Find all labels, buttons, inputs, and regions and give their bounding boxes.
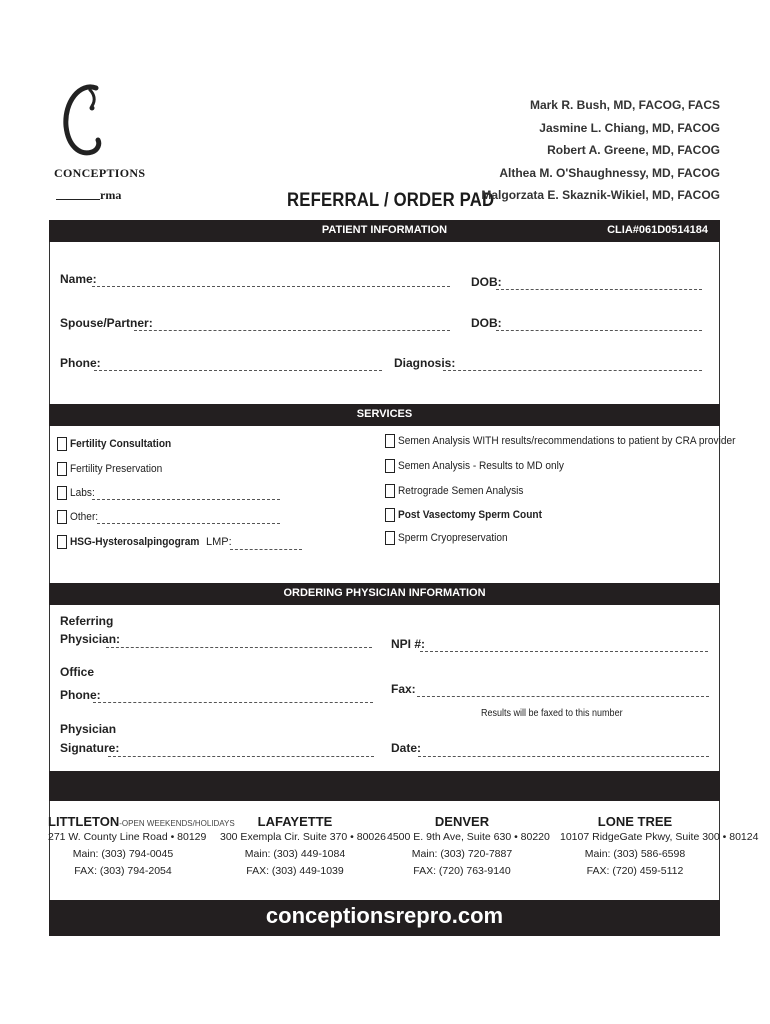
services-heading: SERVICES <box>356 408 413 420</box>
ordering-physician-heading: ORDERING PHYSICIAN INFORMATION <box>283 587 486 599</box>
date-label: Date: <box>391 741 422 755</box>
dob2-label: DOB: <box>471 316 502 330</box>
checkbox[interactable] <box>57 510 67 524</box>
service-labs[interactable]: Labs: <box>57 486 97 500</box>
other-field[interactable] <box>97 523 280 524</box>
physician-name: Malgorzata E. Skaznik-Wikiel, MD, FACOG <box>481 188 720 202</box>
logo-name: CONCEPTIONS <box>54 166 146 180</box>
dob-field[interactable] <box>496 289 702 290</box>
lmp-field[interactable] <box>230 549 302 550</box>
service-semen-analysis-with-results[interactable]: Semen Analysis WITH results/recommendations to patient by CRA provider <box>385 434 765 448</box>
form-title: REFERRAL / ORDER PAD <box>287 190 495 211</box>
referring-label-line1: Referring <box>60 614 114 628</box>
diagnosis-label: Diagnosis: <box>394 356 456 370</box>
service-sperm-cryopreservation[interactable]: Sperm Cryopreservation <box>385 531 517 545</box>
service-retrograde-semen-analysis[interactable]: Retrograde Semen Analysis <box>385 484 534 498</box>
signature-label-line2: Signature: <box>60 741 120 755</box>
signature-field[interactable] <box>108 756 374 757</box>
location-main-phone: Main: (303) 794-0045 <box>72 848 174 860</box>
location-address: 300 Exempla Cir. Suite 370 • 80026 <box>220 831 386 843</box>
checkbox[interactable] <box>57 535 67 549</box>
location-lafayette <box>220 814 386 880</box>
npi-field[interactable] <box>420 651 708 652</box>
service-other[interactable]: Other: <box>57 510 101 524</box>
checkbox[interactable] <box>57 437 67 451</box>
referring-physician-field[interactable] <box>106 647 372 648</box>
checkbox[interactable] <box>385 531 395 545</box>
diagnosis-field[interactable] <box>443 370 702 371</box>
location-fax: FAX: (303) 449-1039 <box>246 865 344 877</box>
patient-info-header <box>49 220 720 242</box>
labs-field[interactable] <box>92 499 280 500</box>
service-semen-analysis-md-only[interactable]: Semen Analysis - Results to MD only <box>385 459 578 473</box>
location-address: 10107 RidgeGate Pkwy, Suite 300 • 80124 <box>560 831 759 843</box>
physician-name: Jasmine L. Chiang, MD, FACOG <box>539 120 720 135</box>
signature-label-line1: Physician <box>60 722 117 736</box>
location-lone-tree <box>560 814 759 880</box>
fax-label: Fax: <box>391 682 416 696</box>
logo-sub: rma <box>100 188 122 202</box>
location-name: LITTLETON <box>48 814 120 829</box>
dob-label: DOB: <box>471 275 502 289</box>
website-link[interactable]: conceptionsrepro.com <box>265 903 504 928</box>
locations-divider <box>49 771 720 801</box>
date-field[interactable] <box>418 756 709 757</box>
fax-note: Results will be faxed to this number <box>481 708 623 719</box>
location-fax: FAX: (303) 794-2054 <box>74 865 172 877</box>
office-phone-field[interactable] <box>93 702 373 703</box>
checkbox[interactable] <box>385 459 395 473</box>
location-name: DENVER <box>434 814 490 829</box>
partner-dob-field[interactable] <box>496 330 702 331</box>
checkbox[interactable] <box>57 462 67 476</box>
clia-number: CLIA#061D0514184 <box>607 224 708 236</box>
phone-field[interactable] <box>94 370 382 371</box>
location-name: LONE TREE <box>597 814 673 829</box>
office-label-line2: Phone: <box>60 688 101 702</box>
location-fax: FAX: (720) 459-5112 <box>586 865 684 877</box>
location-address: 4500 E. 9th Ave, Suite 630 • 80220 <box>387 831 550 843</box>
physician-name: Robert A. Greene, MD, FACOG <box>547 143 720 157</box>
service-post-vasectomy-sperm-count[interactable]: Post Vasectomy Sperm Count <box>385 508 555 522</box>
spouse-label: Spouse/Partner: <box>60 316 153 330</box>
phone-label: Phone: <box>60 356 101 370</box>
checkbox[interactable] <box>385 508 395 522</box>
location-main-phone: Main: (303) 720-7887 <box>411 848 513 860</box>
checkbox[interactable] <box>385 434 395 448</box>
checkbox[interactable] <box>385 484 395 498</box>
footer-bar <box>49 900 720 936</box>
name-field[interactable] <box>92 286 450 287</box>
spouse-field[interactable] <box>134 330 450 331</box>
name-label: Name: <box>60 272 97 286</box>
location-name: LAFAYETTE <box>257 814 333 829</box>
lmp-label: LMP: <box>206 536 232 548</box>
ordering-physician-header <box>49 583 720 605</box>
npi-label: NPI #: <box>391 637 426 651</box>
conceptions-logo-mark <box>60 80 108 160</box>
location-main-phone: Main: (303) 449-1084 <box>244 848 346 860</box>
referring-label-line2: Physician: <box>60 632 121 646</box>
logo-divider <box>56 199 100 200</box>
service-fertility-preservation[interactable]: Fertility Preservation <box>57 462 170 476</box>
physician-list <box>481 94 720 207</box>
location-littleton <box>48 814 235 880</box>
location-denver <box>387 814 550 880</box>
fax-field[interactable] <box>417 696 709 697</box>
location-address: 271 W. County Line Road • 80129 <box>48 831 207 843</box>
physician-name: Mark R. Bush, MD, FACOG, FACS <box>529 98 720 112</box>
location-note: -OPEN WEEKENDS/HOLIDAYS <box>119 819 235 828</box>
services-header <box>49 404 720 426</box>
patient-info-heading: PATIENT INFORMATION <box>321 224 448 236</box>
location-fax: FAX: (720) 763-9140 <box>413 865 511 877</box>
office-label-line1: Office <box>60 665 95 679</box>
checkbox[interactable] <box>57 486 67 500</box>
physician-name: Althea M. O'Shaughnessy, MD, FACOG <box>499 165 720 180</box>
service-hsg[interactable]: HSG-Hysterosalpingogram <box>57 535 211 549</box>
location-main-phone: Main: (303) 586-6598 <box>584 848 686 860</box>
service-fertility-consultation[interactable]: Fertility Consultation <box>57 437 180 451</box>
